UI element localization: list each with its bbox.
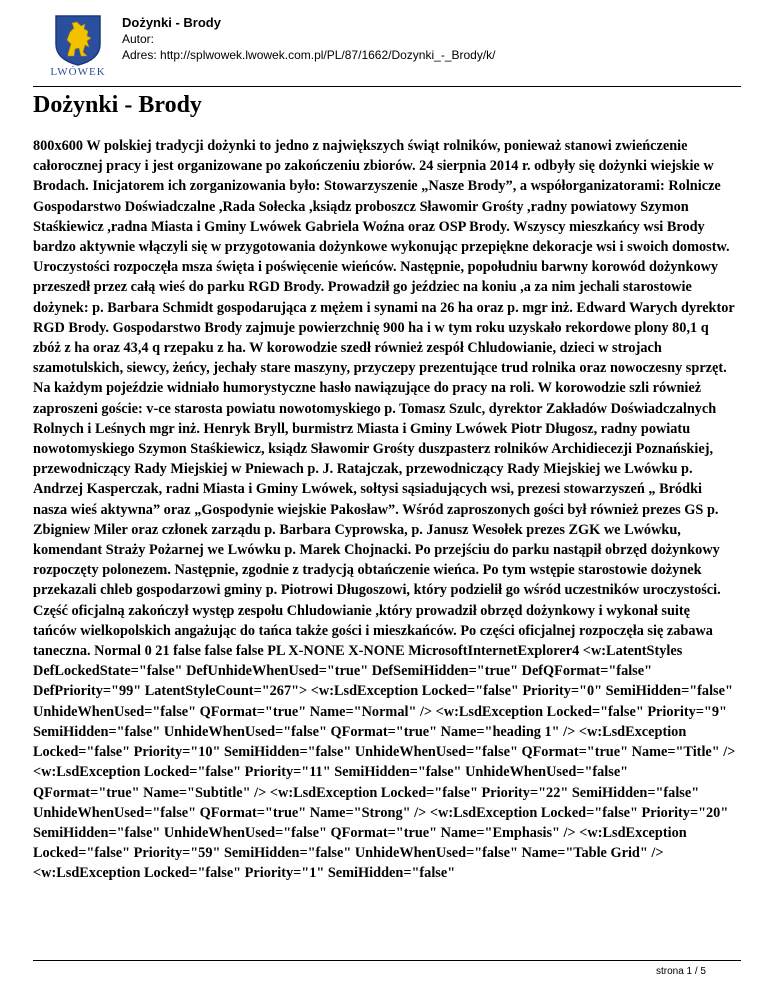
logo-text: LWÓWEK	[50, 66, 106, 78]
header-divider	[33, 86, 741, 87]
header-address: Adres: http://splwowek.lwowek.com.pl/PL/87/1662/Dozynki_-_Brody/k/	[122, 48, 496, 62]
page-title: Dożynki - Brody	[33, 92, 202, 118]
page-number: strona 1 / 5	[655, 966, 706, 977]
page-header	[0, 0, 768, 86]
header-title: Dożynki - Brody	[122, 15, 221, 30]
footer-divider	[33, 960, 741, 961]
article-body: 800x600 W polskiej tradycji dożynki to jedno z największych świąt rolników, ponieważ stanowi zwieńczenie całorocznej pracy i jest organizowane po zakończeniu zbiorów. 24 sierpnia 2014 r. odbyły się dożynki wiejskie w Brodach. Inicjatorem ich zorganizowania było: Stowarzyszenie „Nasze Brody”, a współorganizatorami: Rolnicze Gospodarstwo Doświadczalne ,Rada Sołecka ,ksiądz proboszcz Sławomir Grośty ,radny powiatowy Szymon Staśkiewicz ,radna Miasta i Gminy Lwówek Gabriela Woźna oraz OSP Brody. Wszyscy mieszkańcy wsi Brody bardzo aktywnie włączyli się w przygotowania dożynkowe wykonując przepiękne dekoracje wsi i swoich domostw. Uroczystości rozpoczęła msza święta i poświęcenie wieńców. Następnie, popołudniu barwny korowód dożynkowy przeszedł przez całą wieś do parku RGD Brody. Prowadził go jeździec na koniu ,a za nim jechali starostowie dożynek: p. Barbara Schmidt gospodarująca z mężem i synami na 26 ha oraz p. mgr inż. Edward Warych dyrektor RGD Brody. Gospodarstwo Brody zajmuje powierzchnię 900 ha i w tym roku uzyskało rekordowe plony 80,1 q zbóż z ha oraz 43,4 q rzepaku z ha. W korowodzie szedł również zespół Chludowianie, dzieci w strojach szamotulskich, siewcy, żeńcy, jechały stare maszyny, przyczepy prezentujące trud rolnika oraz nowoczesny sprzęt. Na każdym pojeździe widniało humorystyczne hasło nawiązujące do pracy na roli. W korowodzie szli również zaproszeni goście: v-ce starosta powiatu nowotomyskiego p. Tomasz Szulc, dyrektor Zakładów Doświadczalnych Rolnych i Leśnych mgr inż. Henryk Bryll, burmistrz Miasta i Gminy Lwówek Piotr Długosz, radny powiatu nowotomyskiego Szymon Staśkiewicz, ksiądz Sławomir Grośty duszpasterz rolników Archidiecezji Poznańskiej, przewodniczący Rady Miejskiej w Pniewach p. J. Ratajczak, przewodniczący Rady Miejskiej we Lwówku p. Andrzej Kasperczak, radni Miasta i Gminy Lwówek, sołtysi sąsiadujących wsi, prezesi stowarzyszeń „ Bródki nasza wieś aktywna” oraz „Gospodynie wiejskie Pakosław”. Wśród zaproszonych gości był również prezes GS p. Zbigniew Miler oraz członek zarządu p. Barbara Cyprowska, p. Janusz Wesołek prezes ZGK we Lwówku, komendant Straży Pożarnej we Lwówku p. Marek Chojnacki. Po przejściu do parku nastąpił obrzęd dożynkowy rozpoczęty polonezem. Następnie, zgodnie z tradycją obtańczenie wieńca. Po tym wstępie starostowie dożynek przekazali chleb gospodarzowi gminy p. Piotrowi Długoszowi, który podzielił go wśród uczestników uroczystości. Część oficjalną zakończył występ zespołu Chludowianie ,który prowadził obrzęd dożynkowy i wykonał suitę tańców wielkopolskich angażując do tańca także gości i mieszkańców. Po części oficjalnej rozpoczęła się zabawa taneczna. Normal 0 21 false false false PL X-NONE X-NONE MicrosoftInternetExplorer4 <w:LatentStyles DefLockedState="false" DefUnhideWhenUsed="true" DefSemiHidden="true" DefQFormat="false" DefPriority="99" LatentStyleCount="267"> <w:LsdException Locked="false" Priority="0" SemiHidden="false" UnhideWhenUsed="false" QFormat="true" Name="Normal" /> <w:LsdException Locked="false" Priority="9" SemiHidden="false" UnhideWhenUsed="false" QFormat="true" Name="heading 1" /> <w:LsdException Locked="false" Priority="10" SemiHidden="false" UnhideWhenUsed="false" QFormat="true" Name="Title" /> <w:LsdException Locked="false" Priority="11" SemiHidden="false" UnhideWhenUsed="false" QFormat="true" Name="Subtitle" /> <w:LsdException Locked="false" Priority="22" SemiHidden="false" UnhideWhenUsed="false" QFormat="true" Name="Strong" /> <w:LsdException Locked="false" Priority="20" SemiHidden="false" UnhideWhenUsed="false" QFormat="true" Name="Emphasis" /> <w:LsdException Locked="false" Priority="59" SemiHidden="false" UnhideWhenUsed="false" Name="Table Grid" /> <w:LsdException Locked="false" Priority="1" SemiHidden="false"	[33, 138, 736, 882]
header-author: Autor:	[122, 32, 155, 46]
document-meta	[122, 14, 496, 63]
